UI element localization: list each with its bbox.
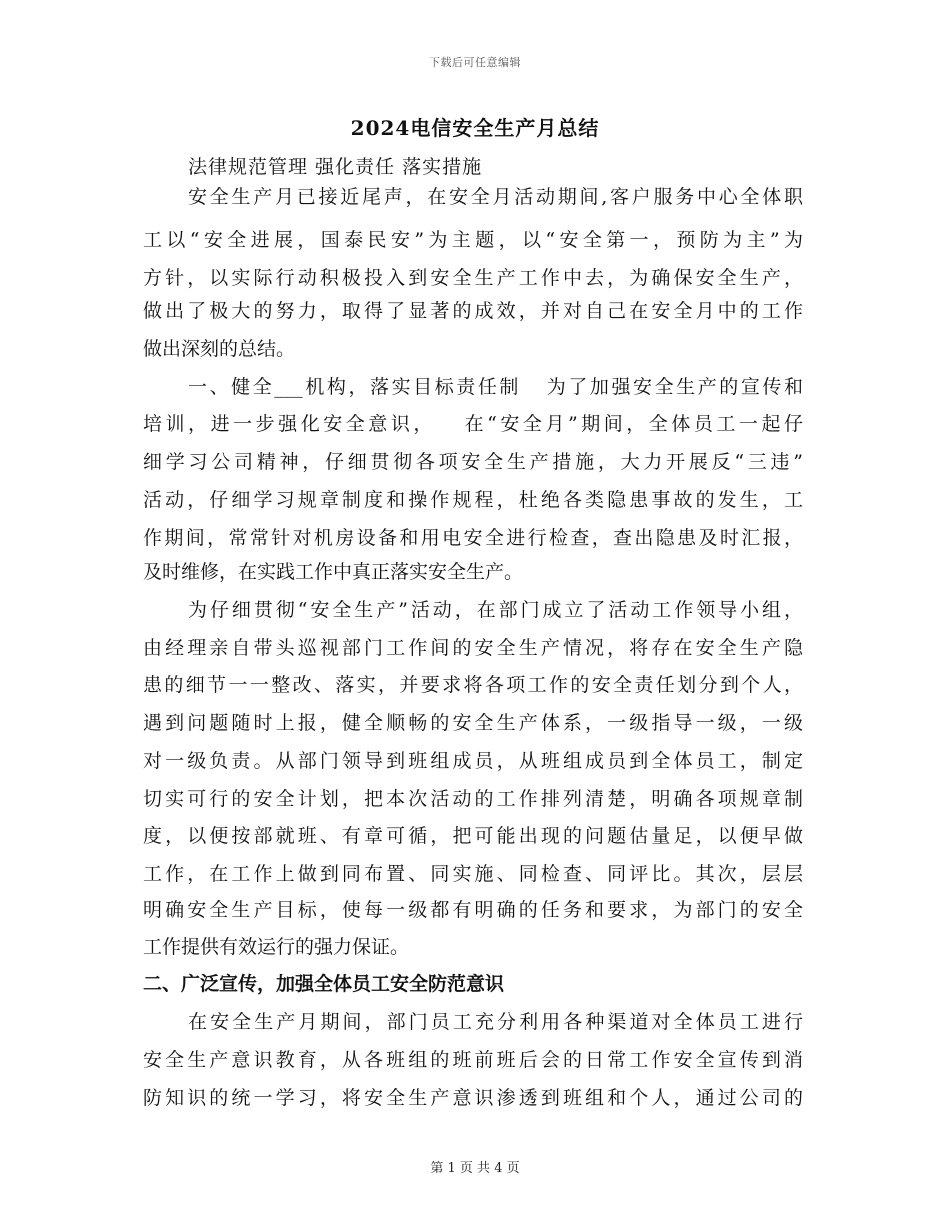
body-line: 患的细节一一整改、落实，并要求将各项工作的安全责任划分到个人，: [143, 674, 803, 696]
page-footer: 第 1 页 共 4 页: [430, 1161, 520, 1176]
body-line: 工作，在工作上做到同布置、同实施、同检查、同评比。其次，层层: [143, 863, 803, 885]
page-header: 下载后可任意编辑: [429, 56, 521, 69]
body-line: 作期间，常常针对机房设备和用电安全进行检查，查出隐患及时汇报，: [143, 527, 803, 549]
body-line: 一、健全___机构，落实目标责任制 为了加强安全生产的宣传和: [188, 376, 803, 398]
body-line: 切实可行的安全计划，把本次活动的工作排列清楚，明确各项规章制: [143, 788, 803, 810]
body-line: 度，以便按部就班、有章可循，把可能出现的问题估量足，以便早做: [143, 825, 803, 847]
body-line: 由经理亲自带头巡视部门工作间的安全生产情况，将存在安全生产隐: [143, 637, 803, 659]
body-line: 细学习公司精神，仔细贯彻各项安全生产措施，大力开展反“三违”: [143, 451, 803, 473]
document-subtitle: 法律规范管理 强化责任 落实措施: [188, 156, 483, 178]
body-line: 安全生产月已接近尾声，在安全月活动期间,客户服务中心全体职: [188, 186, 803, 208]
body-line: 在安全生产月期间，部门员工充分利用各种渠道对全体员工进行: [188, 1011, 803, 1033]
body-line: 工作提供有效运行的强力保证。: [143, 936, 410, 958]
body-line: 活动，仔细学习规章制度和操作规程，杜绝各类隐患事故的发生，工: [143, 489, 803, 511]
body-line: 培训，进一步强化安全意识， 在“安全月”期间，全体员工一起仔: [143, 413, 803, 435]
body-line: 做出了极大的努力，取得了显著的成效，并对自己在安全月中的工作: [143, 300, 803, 322]
body-line: 方针，以实际行动积极投入到安全生产工作中去，为确保安全生产，: [143, 267, 803, 289]
body-line: 及时维修，在实践工作中真正落实安全生产。: [143, 561, 524, 583]
body-line: 遇到问题随时上报，健全顺畅的安全生产体系，一级指导一级，一级: [143, 712, 803, 734]
body-line: 为仔细贯彻“安全生产”活动，在部门成立了活动工作领导小组，: [188, 599, 803, 621]
document-title: 2024电信安全生产月总结: [350, 116, 600, 140]
body-line: 明确安全生产目标，使每一级都有明确的任务和要求，为部门的安全: [143, 899, 803, 921]
body-line: 做出深刻的总结。: [143, 338, 296, 360]
body-line: 对一级负责。从部门领导到班组成员，从班组成员到全体员工，制定: [143, 750, 803, 772]
body-line: 防知识的统一学习，将安全生产意识渗透到班组和个人，通过公司的: [143, 1087, 803, 1109]
body-line: 工以“安全进展，国泰民安”为主题，以“安全第一，预防为主”为: [143, 229, 803, 251]
section-heading: 二、广泛宣传，加强全体员工安全防范意识: [143, 973, 505, 995]
body-line: 安全生产意识教育，从各班组的班前班后会的日常工作安全宣传到消: [143, 1049, 803, 1071]
